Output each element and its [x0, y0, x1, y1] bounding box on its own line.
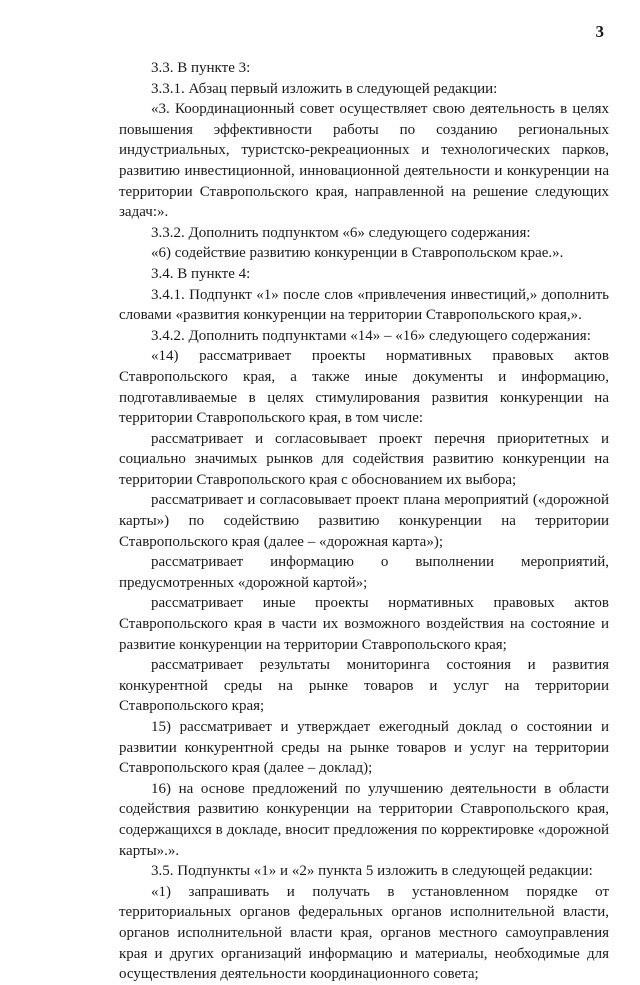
paragraph-item-14-c: рассматривает информацию о выполнении мероприятий, предусмотренных «дорожной картой»; [119, 554, 609, 591]
paragraph-item-14-a: рассматривает и согласовывает проект перечня приоритетных и социально значимых рынков для содействия развитию конкуренции на территории Ставропольского края с обоснованием их выбора; [119, 430, 609, 488]
page-number: 3 [595, 22, 604, 41]
paragraph-item-14: «14) рассматривает проекты нормативных правовых актов Ставропольского края, а также иные документы и информацию, подготавливаемые в целях стимулирования развития конкуренции на территории Ставропольского края, в том числе: [119, 348, 609, 427]
paragraph-3-4-2: 3.4.2. Дополнить подпунктами «14» – «16» следующего содержания: [151, 327, 591, 344]
paragraph-3-3-1: 3.3.1. Абзац первый изложить в следующей редакции: [151, 80, 498, 97]
paragraph-quote-3: «3. Координационный совет осуществляет свою деятельность в целях повышения эффективности работы по созданию региональных индустриальных, туристско-рекреационных и технологических парков, развитию инвестиционной, инновационной деятельности и конкуренции на территории Ставропольского края, направленной на решение следующих задач:». [119, 101, 609, 221]
paragraph-item-14-d: рассматривает иные проекты нормативных правовых актов Ставропольского края в части их возможного воздействия на состояние и развитие конкуренции на территории Ставропольского края; [119, 595, 609, 653]
paragraph-3-3-2: 3.3.2. Дополнить подпунктом «6» следующего содержания: [151, 224, 531, 241]
paragraph-item-15: 15) рассматривает и утверждает ежегодный доклад о состоянии и развитии конкурентной среды на рынке товаров и услуг на территории Ставропольского края (далее – доклад); [119, 719, 609, 777]
paragraph-quote-6: «6) содействие развитию конкуренции в Ставропольском крае.». [151, 245, 564, 262]
paragraph-item-14-e: рассматривает результаты мониторинга состояния и развития конкурентной среды на рынке товаров и услуг на территории Ставропольского края; [119, 657, 609, 715]
paragraph-item-14-b: рассматривает и согласовывает проект плана мероприятий («дорожной карты») по содействию развитию конкуренции на территории Ставропольского края (далее – «дорожная карта»); [119, 492, 609, 550]
paragraph-item-16: 16) на основе предложений по улучшению деятельности в области содействия развитию конкуренции на территории Ставропольского края, содержащихся в докладе, вносит предложения по корректировке «дорожной карты».». [119, 780, 609, 859]
paragraph-quote-1: «1) запрашивать и получать в установленном порядке от территориальных органов федеральных органов исполнительной власти, органов исполнительной власти края, органов местного самоуправления края и других организаций информацию и материалы, необходимые для осуществления деятельности координационного совета; [119, 883, 609, 983]
paragraph-3-5: 3.5. Подпункты «1» и «2» пункта 5 изложить в следующей редакции: [151, 863, 593, 880]
document-body [119, 58, 609, 985]
paragraph-3-4-1: 3.4.1. Подпункт «1» после слов «привлечения инвестиций,» дополнить словами «развития конкуренции на территории Ставропольского края,». [119, 286, 609, 324]
paragraph-3-4: 3.4. В пункте 4: [151, 265, 251, 282]
paragraph-3-3: 3.3. В пункте 3: [151, 60, 251, 76]
